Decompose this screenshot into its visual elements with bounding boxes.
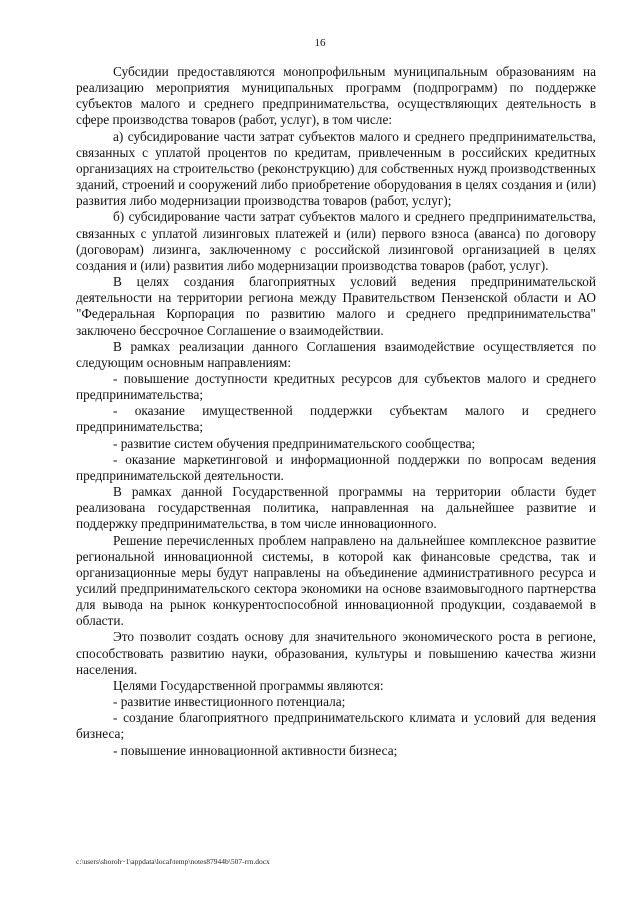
paragraph-agreement-directions: В рамках реализации данного Соглашения взаимодействие осуществляется по следующим основным направлениям: (76, 338, 596, 370)
list-item-marketing-support: - оказание маркетинговой и информационной поддержки по вопросам ведения предпринимательской деятельности. (76, 451, 596, 483)
paragraph-subsidy-a: а) субсидирование части затрат субъектов малого и среднего предпринимательства, связанных с уплатой процентов по кредитам, привлеченным в российских кредитных организациях на строительство (реконструкцию) для собственных нужд производственных зданий, строений и сооружений либо приобретение оборудования в целях создания и (или) развития либо модернизации производства товаров (работ, услуг); (76, 128, 596, 209)
paragraph-subsidies-intro: Субсидии предоставляются монопрофильным муниципальным образованиям на реализацию мероприятия муниципальных программ (подпрограмм) по поддержке субъектов малого и среднего предпринимательства, осуществляющих деятельность в сфере производства товаров (работ, услуг), в том числе: (76, 64, 596, 128)
paragraph-agreement: В целях создания благоприятных условий ведения предпринимательской деятельности на территории региона между Правительством Пензенской области и АО "Федеральная Корпорация по развитию малого и среднего предпринимательства" заключено бессрочное Соглашение о взаимодействии. (76, 274, 596, 338)
paragraph-program-goals: Целями Государственной программы являются: (113, 677, 384, 693)
list-item-credit-access: - повышение доступности кредитных ресурсов для субъектов малого и среднего предпринимательства; (76, 370, 596, 403)
paragraph-economic-growth: Это позволит создать основу для значительного экономического роста в регионе, способствовать развитию науки, образования, культуры и повышению качества жизни населения. (76, 629, 596, 677)
footer-file-path: c:\users\shoroh~1\appdata\local\temp\notes87944b\507-rrn.docx (76, 857, 270, 866)
paragraph-subsidy-b: б) субсидирование части затрат субъектов малого и среднего предпринимательства, связанных с уплатой лизинговых платежей и (или) первого взноса (аванса) по договору (договорам) лизинга, заключенному с российской лизинговой организацией в целях создания и (или) развития либо модернизации производства товаров (работ, услуг). (76, 209, 596, 273)
list-item-investment-potential: - развитие инвестиционного потенциала; (113, 694, 346, 710)
paragraph-state-policy: В рамках данной Государственной программы на территории области будет реализована государственная политика, направленная на дальнейшее развитие и поддержку предпринимательства, в том числе инновационного. (76, 484, 596, 532)
document-body (76, 64, 596, 759)
page-number: 16 (314, 37, 326, 49)
list-item-innovation-activity: - повышение инновационной активности бизнеса; (113, 742, 398, 758)
list-item-business-climate: - создание благоприятного предпринимательского климата и условий для ведения бизнеса; (76, 710, 596, 742)
list-item-property-support: - оказание имущественной поддержки субъектам малого и среднего предпринимательства; (76, 403, 596, 435)
list-item-training-systems: - развитие систем обучения предпринимательского сообщества; (113, 435, 476, 451)
paragraph-innovation-system: Решение перечисленных проблем направлено на дальнейшее комплексное развитие региональной инновационной системы, в которой как финансовые средства, так и организационные меры будут направлены на объединение административного ресурса и усилий предпринимательского сектора экономики на основе взаимовыгодного партнерства для вывода на рынок конкурентоспособной инновационной продукции, создаваемой в области. (76, 532, 596, 629)
